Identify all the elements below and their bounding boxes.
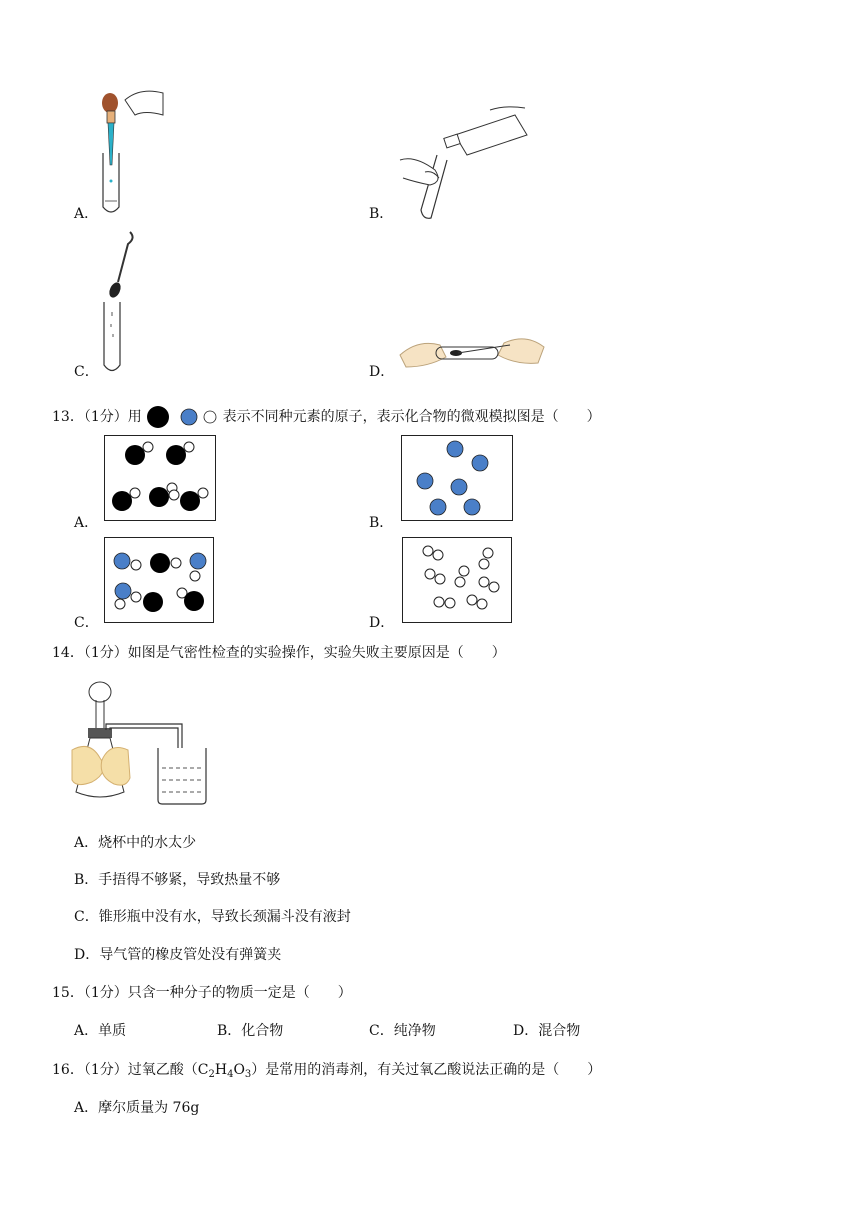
question-14-text: 如图是气密性检查的实验操作，实验失败主要原因是（ ） [127, 645, 506, 661]
question-15-stem [52, 982, 352, 1002]
dropper-test-tube-figure [95, 85, 175, 220]
q14-option-b: B．手捂得不够紧，导致热量不够 [74, 872, 281, 888]
q13-option-b-box [401, 435, 513, 521]
q15-option-c: C．纯净物 [369, 1023, 436, 1039]
q12-option-b-label: B． [369, 206, 394, 222]
question-16-number: 16． [52, 1062, 84, 1078]
legend-atoms-icon [146, 404, 218, 430]
question-16-score: （1分） [83, 1062, 128, 1078]
q13-option-d-box [402, 537, 512, 623]
q15-option-b: B．化合物 [217, 1023, 284, 1039]
question-15-text: 只含一种分子的物质一定是（ ） [127, 985, 352, 1001]
question-13-score: （1分） [83, 409, 128, 425]
q13-option-b-label: B． [369, 515, 394, 531]
q16-option-a: A．摩尔质量为 76g [74, 1100, 200, 1116]
horizontal-tube-figure [398, 327, 546, 375]
q14-option-d: D．导气管的橡皮管处没有弹簧夹 [74, 947, 282, 963]
question-16-stem [52, 1059, 601, 1080]
question-13-number: 13． [52, 409, 84, 425]
q14-option-a: A．烧杯中的水太少 [74, 835, 197, 851]
q13-option-d-label: D． [369, 615, 395, 631]
q13-option-c-label: C． [74, 615, 99, 631]
pouring-bottle-figure [395, 100, 535, 222]
q15-option-a: A．单质 [74, 1023, 127, 1039]
question-14-score: （1分） [83, 645, 128, 661]
question-15-score: （1分） [83, 985, 128, 1001]
q12-option-a-label: A． [74, 206, 99, 222]
q12-option-c-label: C． [74, 364, 99, 380]
q14-option-c: C．锥形瓶中没有水，导致长颈漏斗没有液封 [74, 909, 351, 925]
question-16-text-after: ）是常用的消毒剂，有关过氧乙酸说法正确的是（ ） [251, 1062, 602, 1078]
q13-option-a-label: A． [74, 515, 99, 531]
q13-option-a-box [104, 435, 216, 521]
airtightness-apparatus-figure [70, 680, 215, 810]
question-14-number: 14． [52, 645, 84, 661]
spoon-test-tube-figure [100, 230, 145, 375]
q13-option-c-box [104, 537, 214, 623]
q15-option-d: D．混合物 [513, 1023, 581, 1039]
question-15-number: 15． [52, 985, 84, 1001]
question-13-text-after: 表示不同种元素的原子，表示化合物的微观模拟图是（ ） [222, 409, 601, 425]
question-13-text-before: 用 [127, 409, 142, 425]
question-16-text-before: 过氧乙酸（ [127, 1062, 198, 1078]
question-14-stem [52, 642, 506, 662]
q12-option-d-label: D． [369, 364, 395, 380]
question-13-stem [52, 404, 601, 430]
chemical-formula: $C_2H_4O_3$ [197, 1062, 252, 1080]
